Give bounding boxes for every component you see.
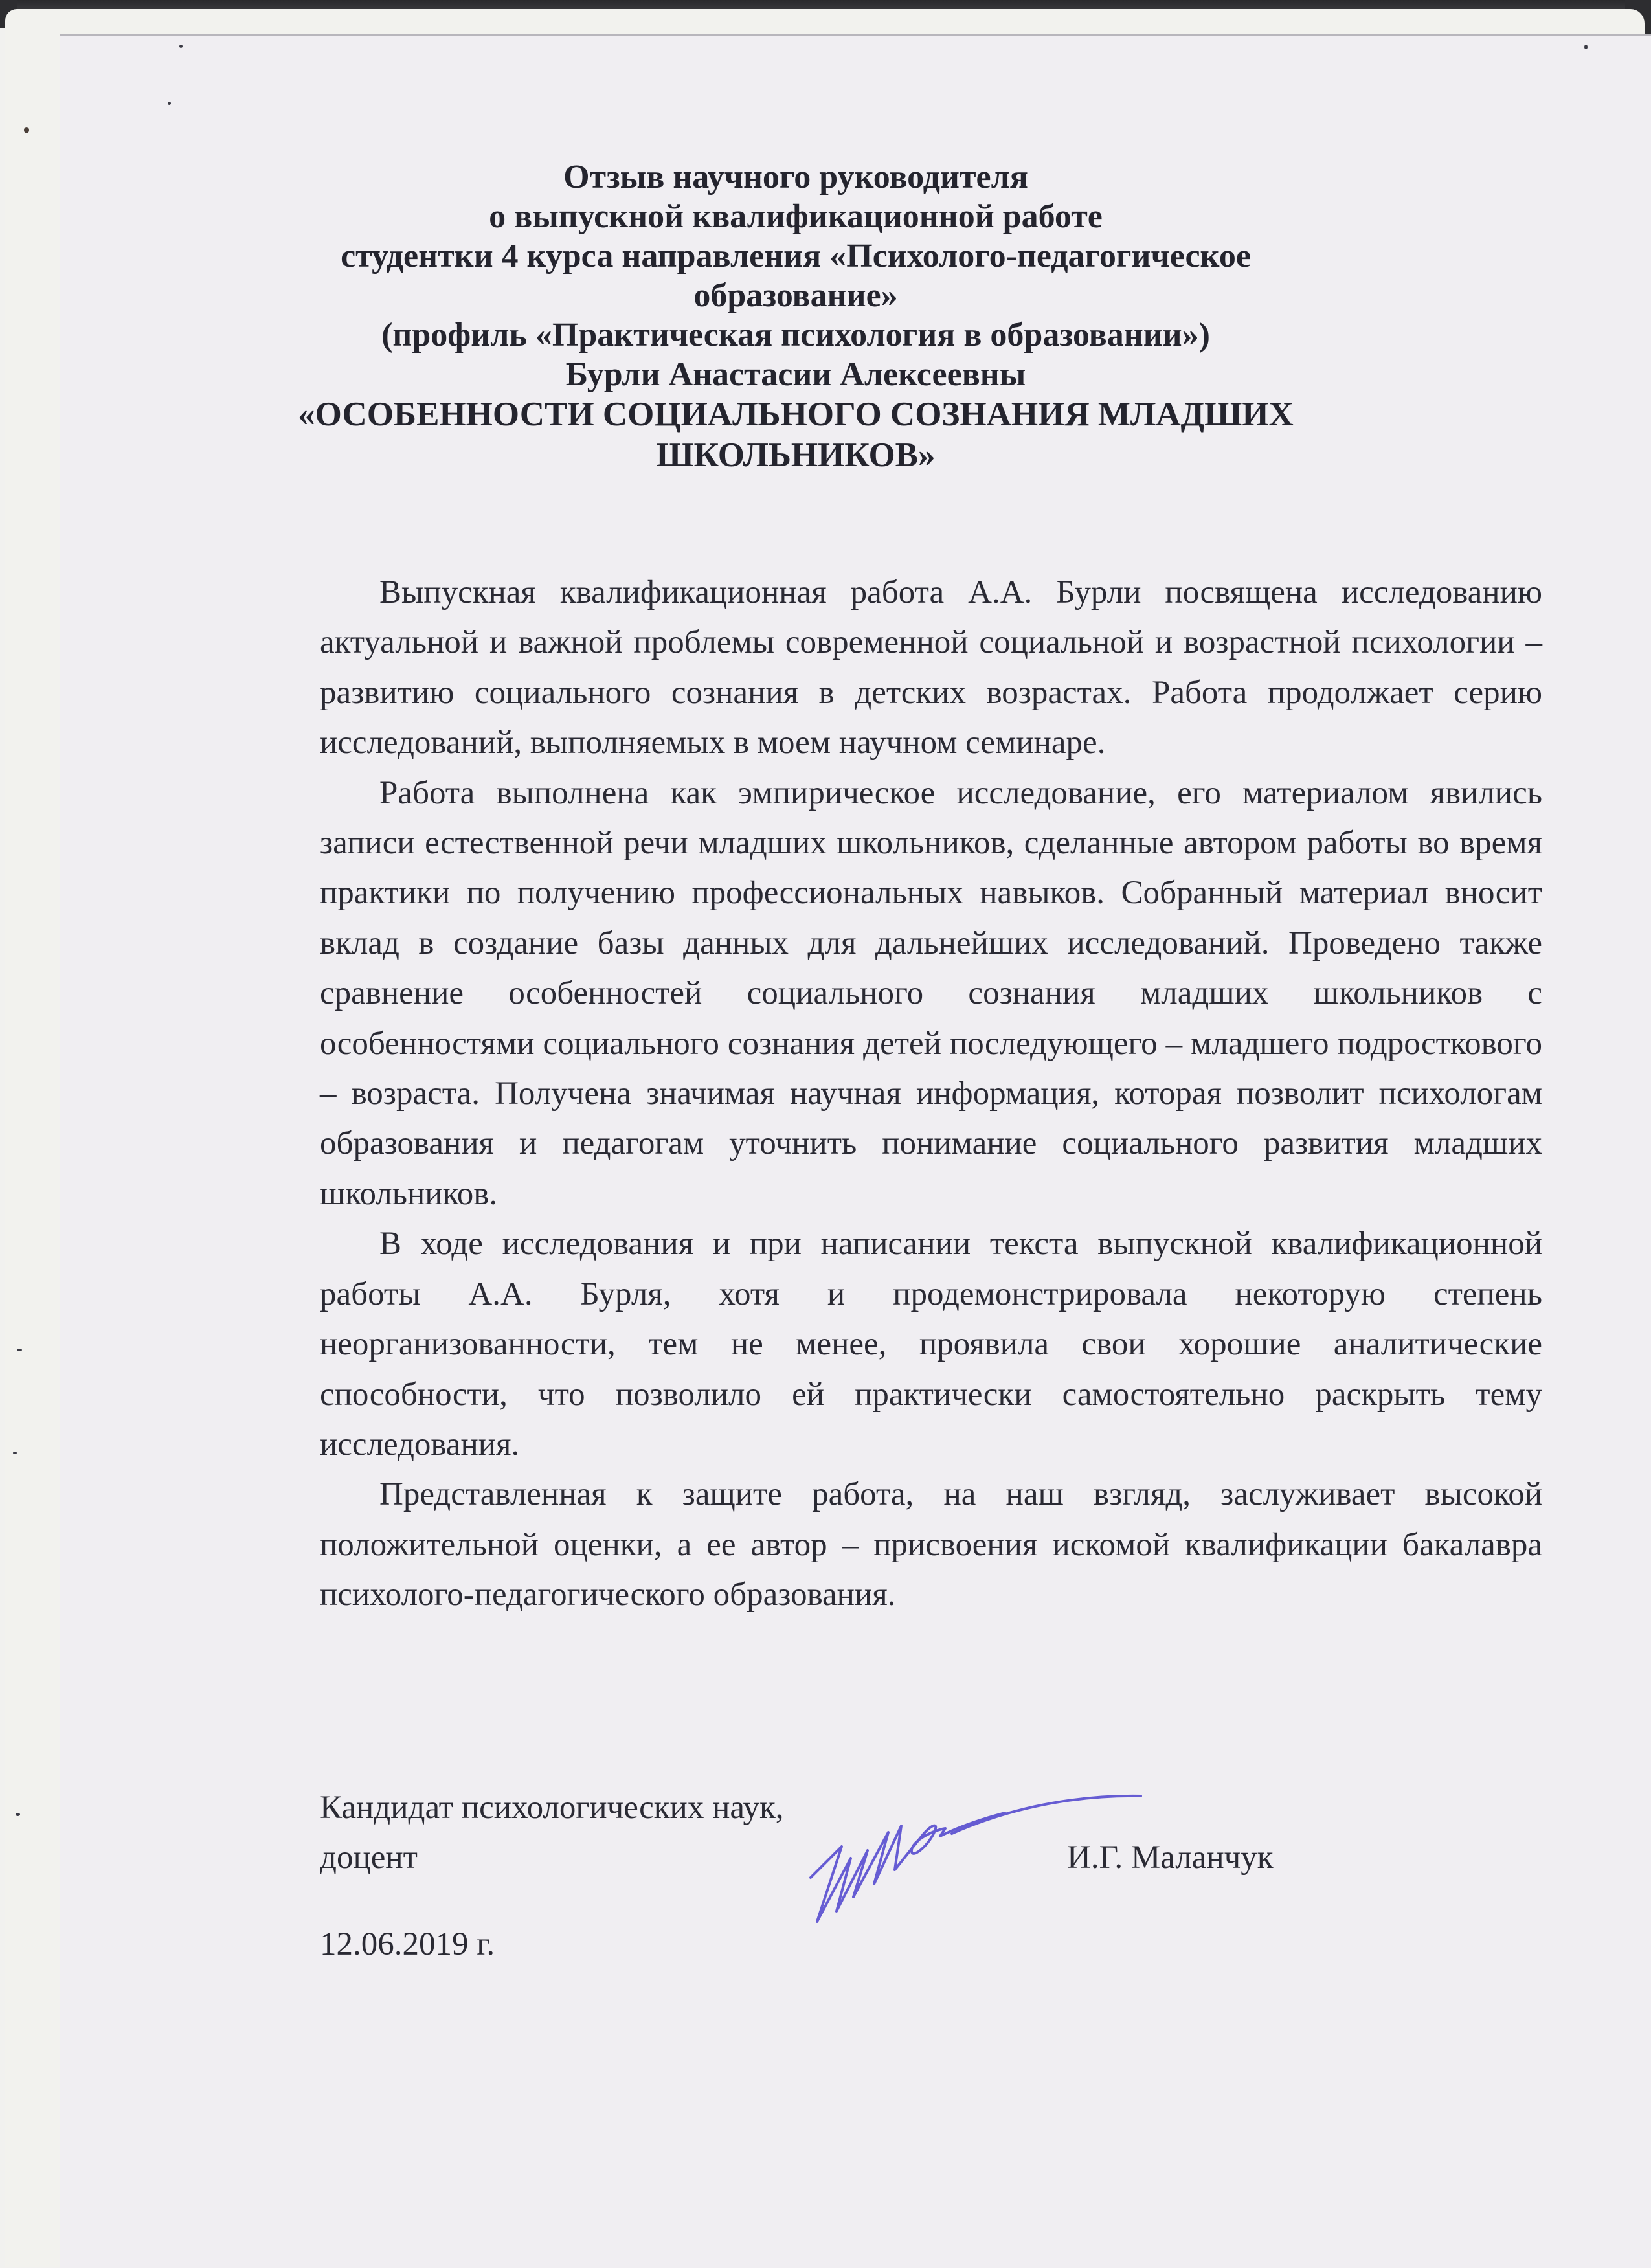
paragraph: Представленная к защите работа, на наш взгляд, заслуживает высокой положительной оценки, а ее автор – присвоения искомой квалификации бакалавра психолого-педагогического образования. <box>320 1476 1542 1613</box>
header-program-cont: образование» <box>693 277 898 314</box>
scan-speck <box>17 1349 22 1351</box>
scan-speck <box>1584 45 1588 49</box>
header-subtitle: о выпускной квалификационной работе <box>489 198 1103 235</box>
scan-speck <box>13 1452 17 1454</box>
header-student-program: студентки 4 курса направления «Психолого-педагогическое <box>341 238 1251 275</box>
paragraph: Выпускная квалификационная работа А.А. Бурли посвящена исследованию актуальной и важной проблемы современной социальной и возрастной психологии – развитию социального сознания в детских возрастах. Работа продолжает серию исследований, выполняемых в моем научном семинаре. <box>320 574 1542 761</box>
signature-stroke <box>811 1813 1005 1922</box>
signer-name: И.Г. Маланчук <box>1067 1839 1274 1876</box>
review-body <box>320 568 1542 1621</box>
work-title-line1: «ОСОБЕННОСТИ СОЦИАЛЬНОГО СОЗНАНИЯ МЛАДШИХ <box>298 396 1294 433</box>
header-student-name: Бурли Анастасии Алексеевны <box>565 356 1026 393</box>
scan-speck <box>168 102 171 105</box>
document-header <box>0 157 1591 476</box>
header-title: Отзыв научного руководителя <box>563 159 1028 196</box>
scan-speck <box>24 127 29 133</box>
signer-degree: Кандидат психологических наук, <box>320 1790 784 1826</box>
signer-title: доцент <box>320 1839 418 1876</box>
signature-underline <box>952 1796 1141 1834</box>
paragraph: В ходе исследования и при написании текста выпускной квалификационной работы А.А. Бурля, хотя и продемонстрировала некоторую степень неорганизованности, тем не менее, проявила свои хорошие аналитические способности, что позволило ей практически самостоятельно раскрыть тему исследования. <box>320 1226 1542 1463</box>
header-profile: (профиль «Практическая психология в образовании») <box>381 317 1210 354</box>
paragraph: Работа выполнена как эмпирическое исследование, его материалом явились записи естественной речи младших школьников, сделанные автором работы во время практики по получению профессиональных навыков. Собранный материал вносит вклад в создание базы данных для дальнейших исследований. Проведено также сравнение особенностей социального сознания младших школьников с особенностями социального сознания детей последующего – младшего подросткового – возраста. Получена значимая научная информация, которая позволит психологам образования и педагогам уточнить понимание социального развития младших школьников. <box>320 774 1542 1212</box>
signer-credentials <box>320 1783 783 1883</box>
work-title-line2: ШКОЛЬНИКОВ» <box>656 436 936 474</box>
scan-speck <box>16 1813 20 1816</box>
scan-speck <box>179 45 183 48</box>
signature-date: 12.06.2019 г. <box>320 1926 495 1962</box>
